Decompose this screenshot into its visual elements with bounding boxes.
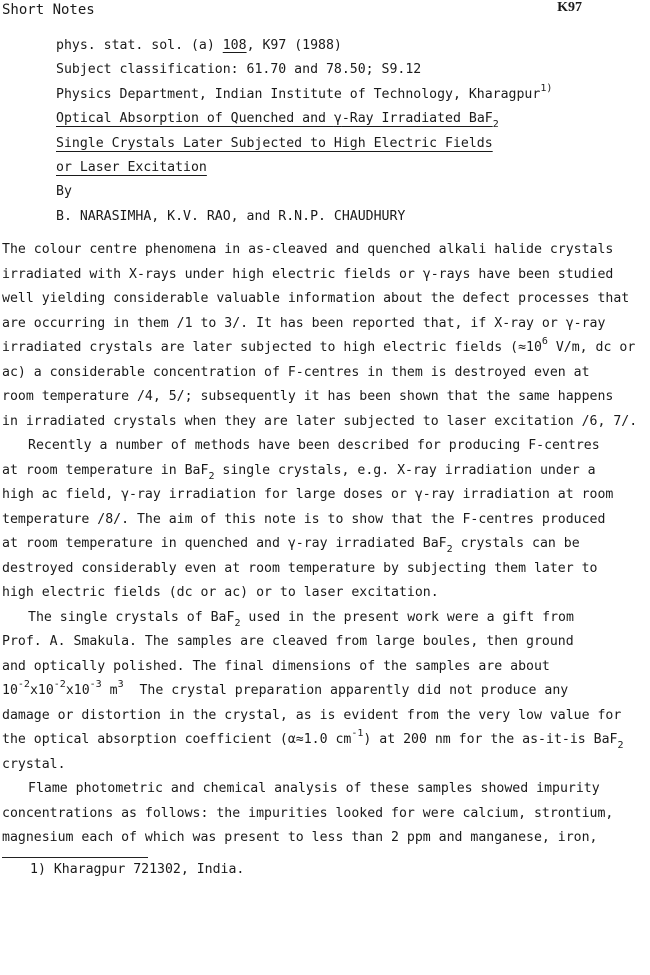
subject-classification: Subject classification: 61.70 and 78.50; S9.12 xyxy=(56,62,422,78)
paragraph-4: Flame photometric and chemical analysis of these samples showed impurity concentrations as follows: the impurities looked for were calcium, strontium, magnesium each of which was present to less than 2 ppm and manganese, iron, xyxy=(2,781,614,845)
paragraph-1: The colour centre phenomena in as-cleaved and quenched alkali halide crystals irradiated with X-rays under high electric fields or γ-rays have been studied well yielding considerable valuable information about the defect processes that are occurring in them /1 to 3/. It has been reported that, if X-ray or γ-ray irradiated crystals are later subjected to high electric fields ($\approx 10^6$ V/m, dc or ac) a considerable concentration of F-centres in them is destroyed even at room temperature /4, 5/; subsequently it has been shown that the same happens in irradiated crystals when they are later subjected to laser excitation /6, 7/. xyxy=(2,242,638,429)
volume: 108 xyxy=(222,38,247,53)
article-title xyxy=(56,107,552,180)
body-text xyxy=(2,238,638,851)
affiliation-footnote-mark: 1) xyxy=(540,82,553,94)
footnote-rule xyxy=(2,857,148,858)
page-number: K97 xyxy=(557,0,582,15)
paragraph-3: The single crystals of BaF$_2$ used in the present work were a gift from Prof. A. Smakula. The samples are cleaved from large boules, then ground and optically polished. The final dimensions of the samples are about $10^{-2}x10^{-2}x10^{-3}$ $m^3$ The crystal preparation apparently did not produce any damage or distortion in the crystal, as is evident from the very low value for the optical absorption coefficient (α≈1.0 $cm^{-1}$) at 200 nm for the as-it-is BaF$_2$ crystal. xyxy=(2,609,624,772)
affiliation: Physics Department, Indian Institute of Technology, Kharagpur$^{1)}$ xyxy=(56,82,553,102)
paragraph-2: Recently a number of methods have been described for producing F-centres at room temperature in BaF$_2$ single crystals, e.g. X-ray irradiation under a high ac field, γ-ray irradiation for large doses or γ-ray irradiation at room temperature /8/. The aim of this note is to show that the F-centres produced at room temperature in quenched and γ-ray irradiated BaF$_2$ crystals can be destroyed considerably even at room temperature by subjecting them later to high electric fields (dc or ac) or to laser excitation. xyxy=(2,438,614,600)
authors: B. NARASIMHA, K.V. RAO, and R.N.P. CHAUDHURY xyxy=(56,208,406,224)
article-header xyxy=(56,34,552,229)
title-line-1: Optical Absorption of Quenched and γ-Ray Irradiated BaF$_2$ xyxy=(56,111,499,131)
title-line-2: Single Crystals Later Subjected to High Electric Fields xyxy=(56,135,493,151)
by-label: By xyxy=(56,184,72,200)
citation-line: phys. stat. sol. (a) 108, K97 (1988) xyxy=(56,38,342,53)
footnote: 1) Kharagpur 721302, India. xyxy=(30,862,245,877)
title-line-3: or Laser Excitation xyxy=(56,160,207,176)
running-header-left: Short Notes xyxy=(2,2,95,18)
